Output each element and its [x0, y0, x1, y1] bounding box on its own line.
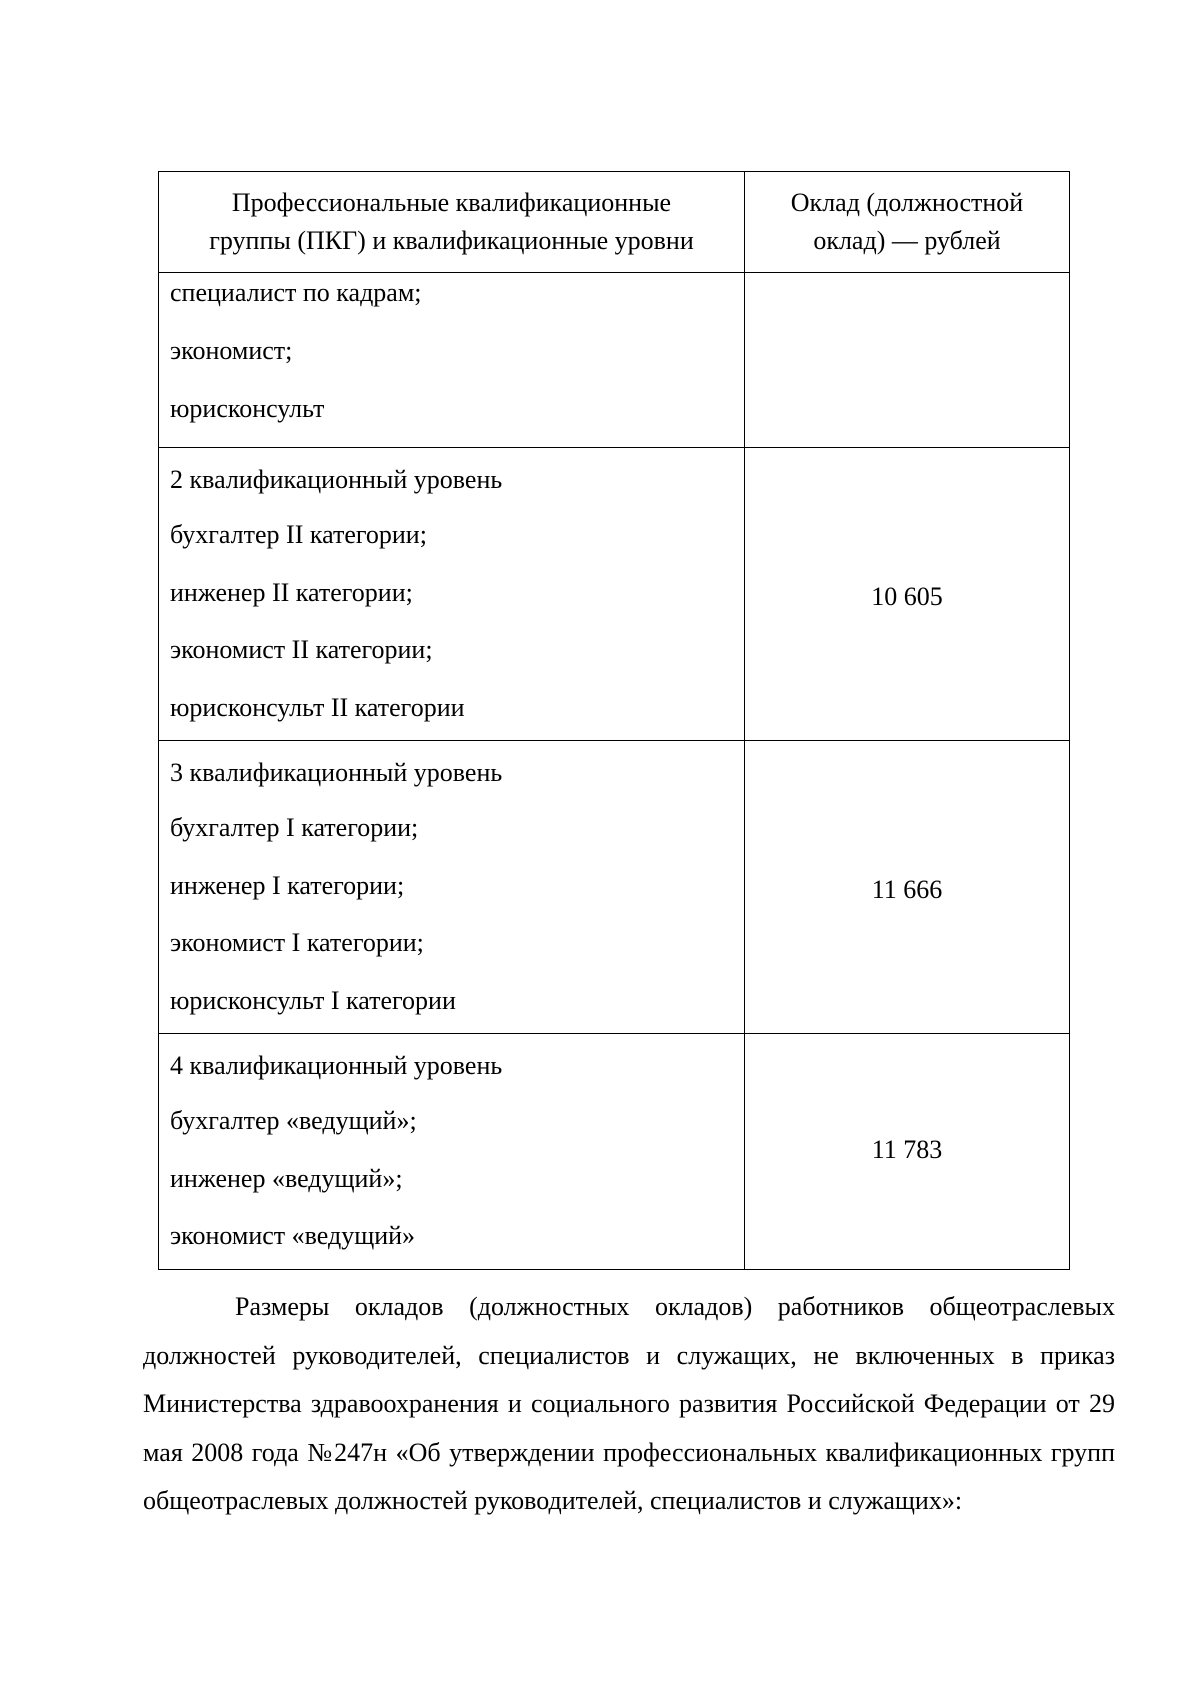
header-left-line-1: Профессиональные квалификационные	[231, 188, 672, 217]
table-row	[159, 741, 1070, 1034]
table-row	[159, 448, 1070, 741]
position-item: экономист I категории;	[170, 928, 424, 957]
header-right-line-1: Оклад (должностной	[790, 188, 1024, 217]
position-item: бухгалтер «ведущий»;	[170, 1106, 417, 1135]
position-item: специалист по кадрам;	[170, 278, 422, 307]
salary-cell	[745, 741, 1070, 1034]
header-right-line-2: оклад) — рублей	[813, 226, 1001, 255]
position-item: бухгалтер II категории;	[170, 520, 427, 549]
position-item: юрисконсульт I категории	[170, 985, 456, 1015]
positions-cell	[159, 448, 745, 741]
level-title: 4 квалификационный уровень	[170, 1051, 503, 1080]
paragraph-text: Размеры окладов (должностных окладов) работников общеотраслевых должностей руководителей, специалистов и служащих, не включенных в приказ Министерства здравоохранения и социального развития Российской Федерации от 29 мая 2008 года №247н «Об утверждении профессиональных квалификационных групп общеотраслевых должностей руководителей, специалистов и служащих»:	[143, 1292, 1115, 1515]
salary-cell	[745, 1034, 1070, 1270]
salary-value: 10 605	[871, 582, 943, 611]
level-title: 2 квалификационный уровень	[170, 465, 503, 494]
positions-cell	[159, 273, 745, 448]
position-item: экономист;	[170, 336, 293, 365]
positions-cell	[159, 1034, 745, 1270]
header-left-line-2: группы (ПКГ) и квалификационные уровни	[209, 226, 694, 255]
salary-value: 11 666	[871, 875, 943, 904]
table-row	[159, 273, 1070, 448]
header-qualification-groups	[159, 172, 745, 273]
positions-cell	[159, 741, 745, 1034]
position-item: юрисконсульт II категории	[170, 692, 465, 722]
position-item: экономист «ведущий»	[170, 1221, 416, 1250]
table-header-row	[159, 172, 1070, 273]
level-title: 3 квалификационный уровень	[170, 758, 503, 787]
table-row	[159, 1034, 1070, 1270]
position-item: юрисконсульт	[170, 394, 325, 423]
body-paragraph	[143, 1283, 1115, 1526]
position-item: экономист II категории;	[170, 635, 433, 664]
position-item: бухгалтер I категории;	[170, 813, 419, 842]
salary-cell	[745, 273, 1070, 448]
salary-table	[158, 171, 1070, 1270]
position-item: инженер I категории;	[170, 870, 405, 900]
position-item: инженер «ведущий»;	[170, 1163, 403, 1193]
position-item: инженер II категории;	[170, 577, 413, 607]
salary-cell	[745, 448, 1070, 741]
salary-value: 11 783	[871, 1134, 943, 1164]
header-salary	[745, 172, 1070, 273]
